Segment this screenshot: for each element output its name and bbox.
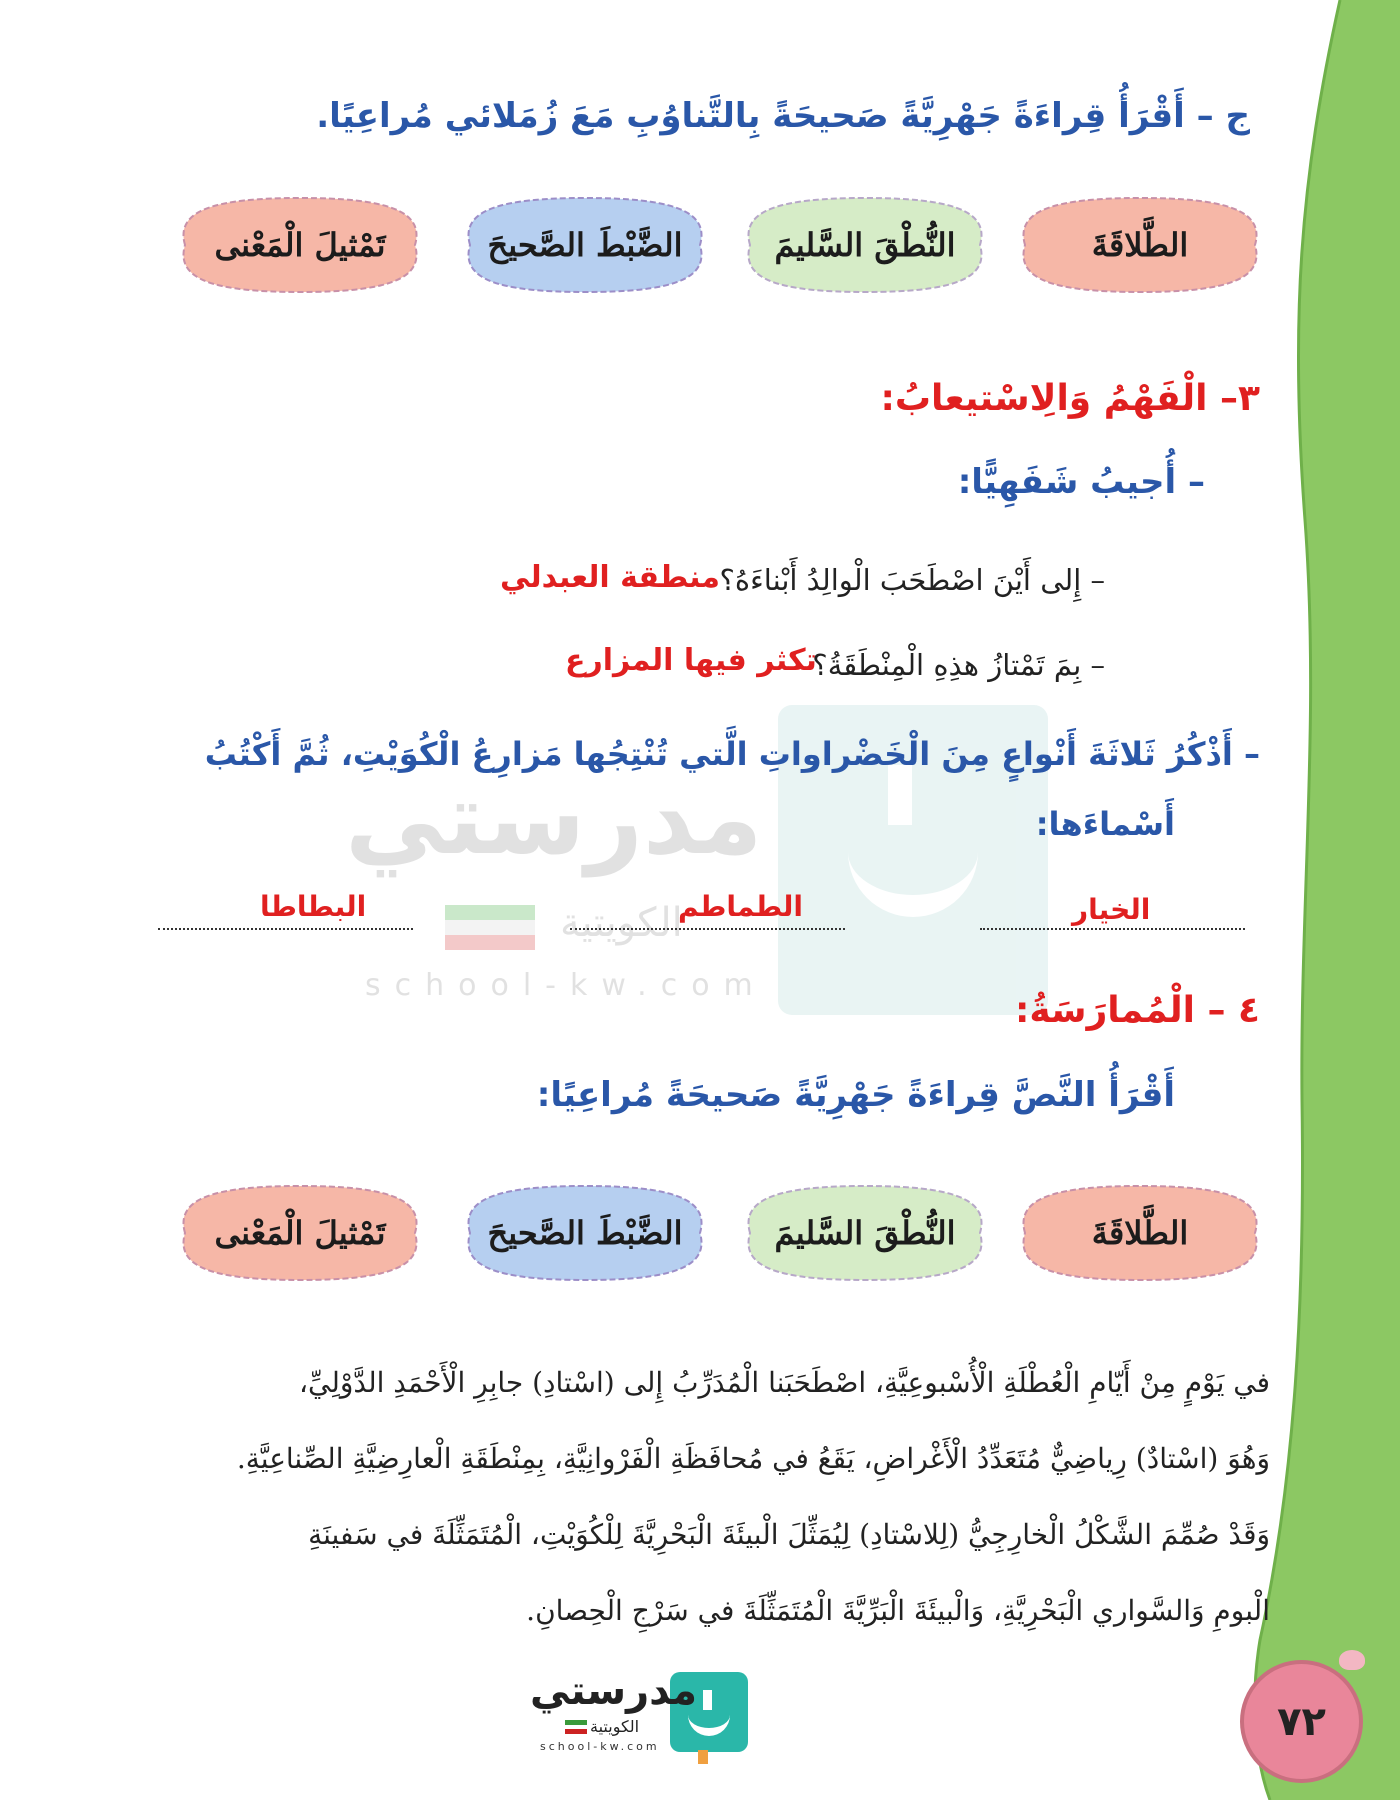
answer-blank-2 xyxy=(570,928,845,930)
task-line-1: – أَذْكُرُ ثَلاثَةَ أَنْواعٍ مِنَ الْخَضْراواتِ الَّتي تُنْتِجُها مَزارِعُ الْكُوَيْتِ، ثُمَّ أَكْتُبُ xyxy=(204,735,1260,773)
passage-line: وَهُوَ (اسْتادٌ) رِياضِيٌّ مُتَعَدِّدُ الْأَغْراضِ، يَقَعُ في مُحافَظَةِ الْفَرْوانِيَّةِ، بِمِنْطَقَةِ الْعارِضِيَّةِ الصِّناعِيَّةِ. xyxy=(236,1442,1270,1475)
page-number: ٧٢ xyxy=(1277,1698,1326,1745)
reading-criteria-top xyxy=(160,190,1270,310)
passage-line: الْبومِ وَالسَّواري الْبَحْرِيَّةِ، وَالْبيئَةَ الْبَرِّيَّةَ الْمُتَمَثِّلَةَ في سَرْجِ الْحِصانِ. xyxy=(526,1594,1270,1627)
task-line-2: أَسْماءَها: xyxy=(1035,805,1175,843)
page-number-badge xyxy=(1240,1660,1363,1783)
answer-2: تكثر فيها المزارع xyxy=(565,643,817,678)
section3-oral: – أُجيبُ شَفَهِيًّا: xyxy=(957,462,1205,502)
footer-subtitle: الكويتية xyxy=(590,1717,640,1736)
pill-diacritics: الضَّبْطَ الصَّحيحَ xyxy=(450,190,720,300)
footer-url: school-kw.com xyxy=(540,1740,660,1753)
pill-expression: تَمْثيلَ الْمَعْنى xyxy=(165,190,435,300)
section3-title: ٣– الْفَهْمُ وَالِاسْتيعابُ: xyxy=(880,378,1260,419)
watermark-url: school-kw.com xyxy=(365,968,767,1003)
reading-passage xyxy=(160,1345,1270,1649)
footer-brand: مدرستي xyxy=(530,1668,698,1714)
section4-title: ٤ – الْمُمارَسَةُ: xyxy=(1014,990,1260,1031)
reading-criteria-bottom xyxy=(160,1178,1270,1298)
instruction-c: ج – أَقْرَأُ قِراءَةً جَهْرِيَّةً صَحيحَةً بِالتَّناوُبِ مَعَ زُمَلائي مُراعِيًا. xyxy=(316,96,1250,136)
question-1: – إِلى أَيْنَ اصْطَحَبَ الْوالِدُ أَبْناءَهُ؟ xyxy=(719,563,1105,597)
vegetable-answer-2: الطماطم xyxy=(678,890,804,923)
answer-1: منطقة العبدلي xyxy=(500,560,720,595)
pill-pronunciation: النُّطْقَ السَّليمَ xyxy=(730,1178,1000,1288)
badge-bow-icon xyxy=(1339,1650,1365,1670)
pill-fluency: الطَّلاقَةَ xyxy=(1005,190,1275,300)
kuwait-flag-icon xyxy=(565,1720,587,1734)
section4-instruction: أَقْرَأُ النَّصَّ قِراءَةً جَهْرِيَّةً صَحيحَةً مُراعِيًا: xyxy=(536,1075,1175,1115)
passage-line: في يَوْمٍ مِنْ أَيّامِ الْعُطْلَةِ الْأُسْبوعِيَّةِ، اصْطَحَبَنا الْمُدَرِّبُ إِلى (اسْتادِ) جابِرِ الْأَحْمَدِ الدَّوْلِيِّ، xyxy=(298,1366,1270,1399)
vegetable-answer-1: الخيار xyxy=(1072,893,1151,926)
answer-blank-1 xyxy=(980,928,1245,930)
watermark-brand: مدرستي xyxy=(345,760,763,877)
watermark-subtitle: الكويتية xyxy=(560,900,683,946)
pill-diacritics: الضَّبْطَ الصَّحيحَ xyxy=(450,1178,720,1288)
watermark-flag-icon xyxy=(445,905,535,950)
pill-fluency: الطَّلاقَةَ xyxy=(1005,1178,1275,1288)
pill-pronunciation: النُّطْقَ السَّليمَ xyxy=(730,190,1000,300)
pill-expression: تَمْثيلَ الْمَعْنى xyxy=(165,1178,435,1288)
question-2: – بِمَ تَمْتازُ هذِهِ الْمِنْطَقَةُ؟ xyxy=(812,648,1105,682)
vegetable-answer-3: البطاطا xyxy=(260,890,367,923)
passage-line: وَقَدْ صُمِّمَ الشَّكْلُ الْخارِجِيُّ (لِلاسْتادِ) لِيُمَثِّلَ الْبيئَةَ الْبَحْرِيَّةَ لِلْكُوَيْتِ، الْمُتَمَثِّلَةَ في سَفينَةِ xyxy=(308,1518,1270,1551)
answer-blank-3 xyxy=(158,928,413,930)
